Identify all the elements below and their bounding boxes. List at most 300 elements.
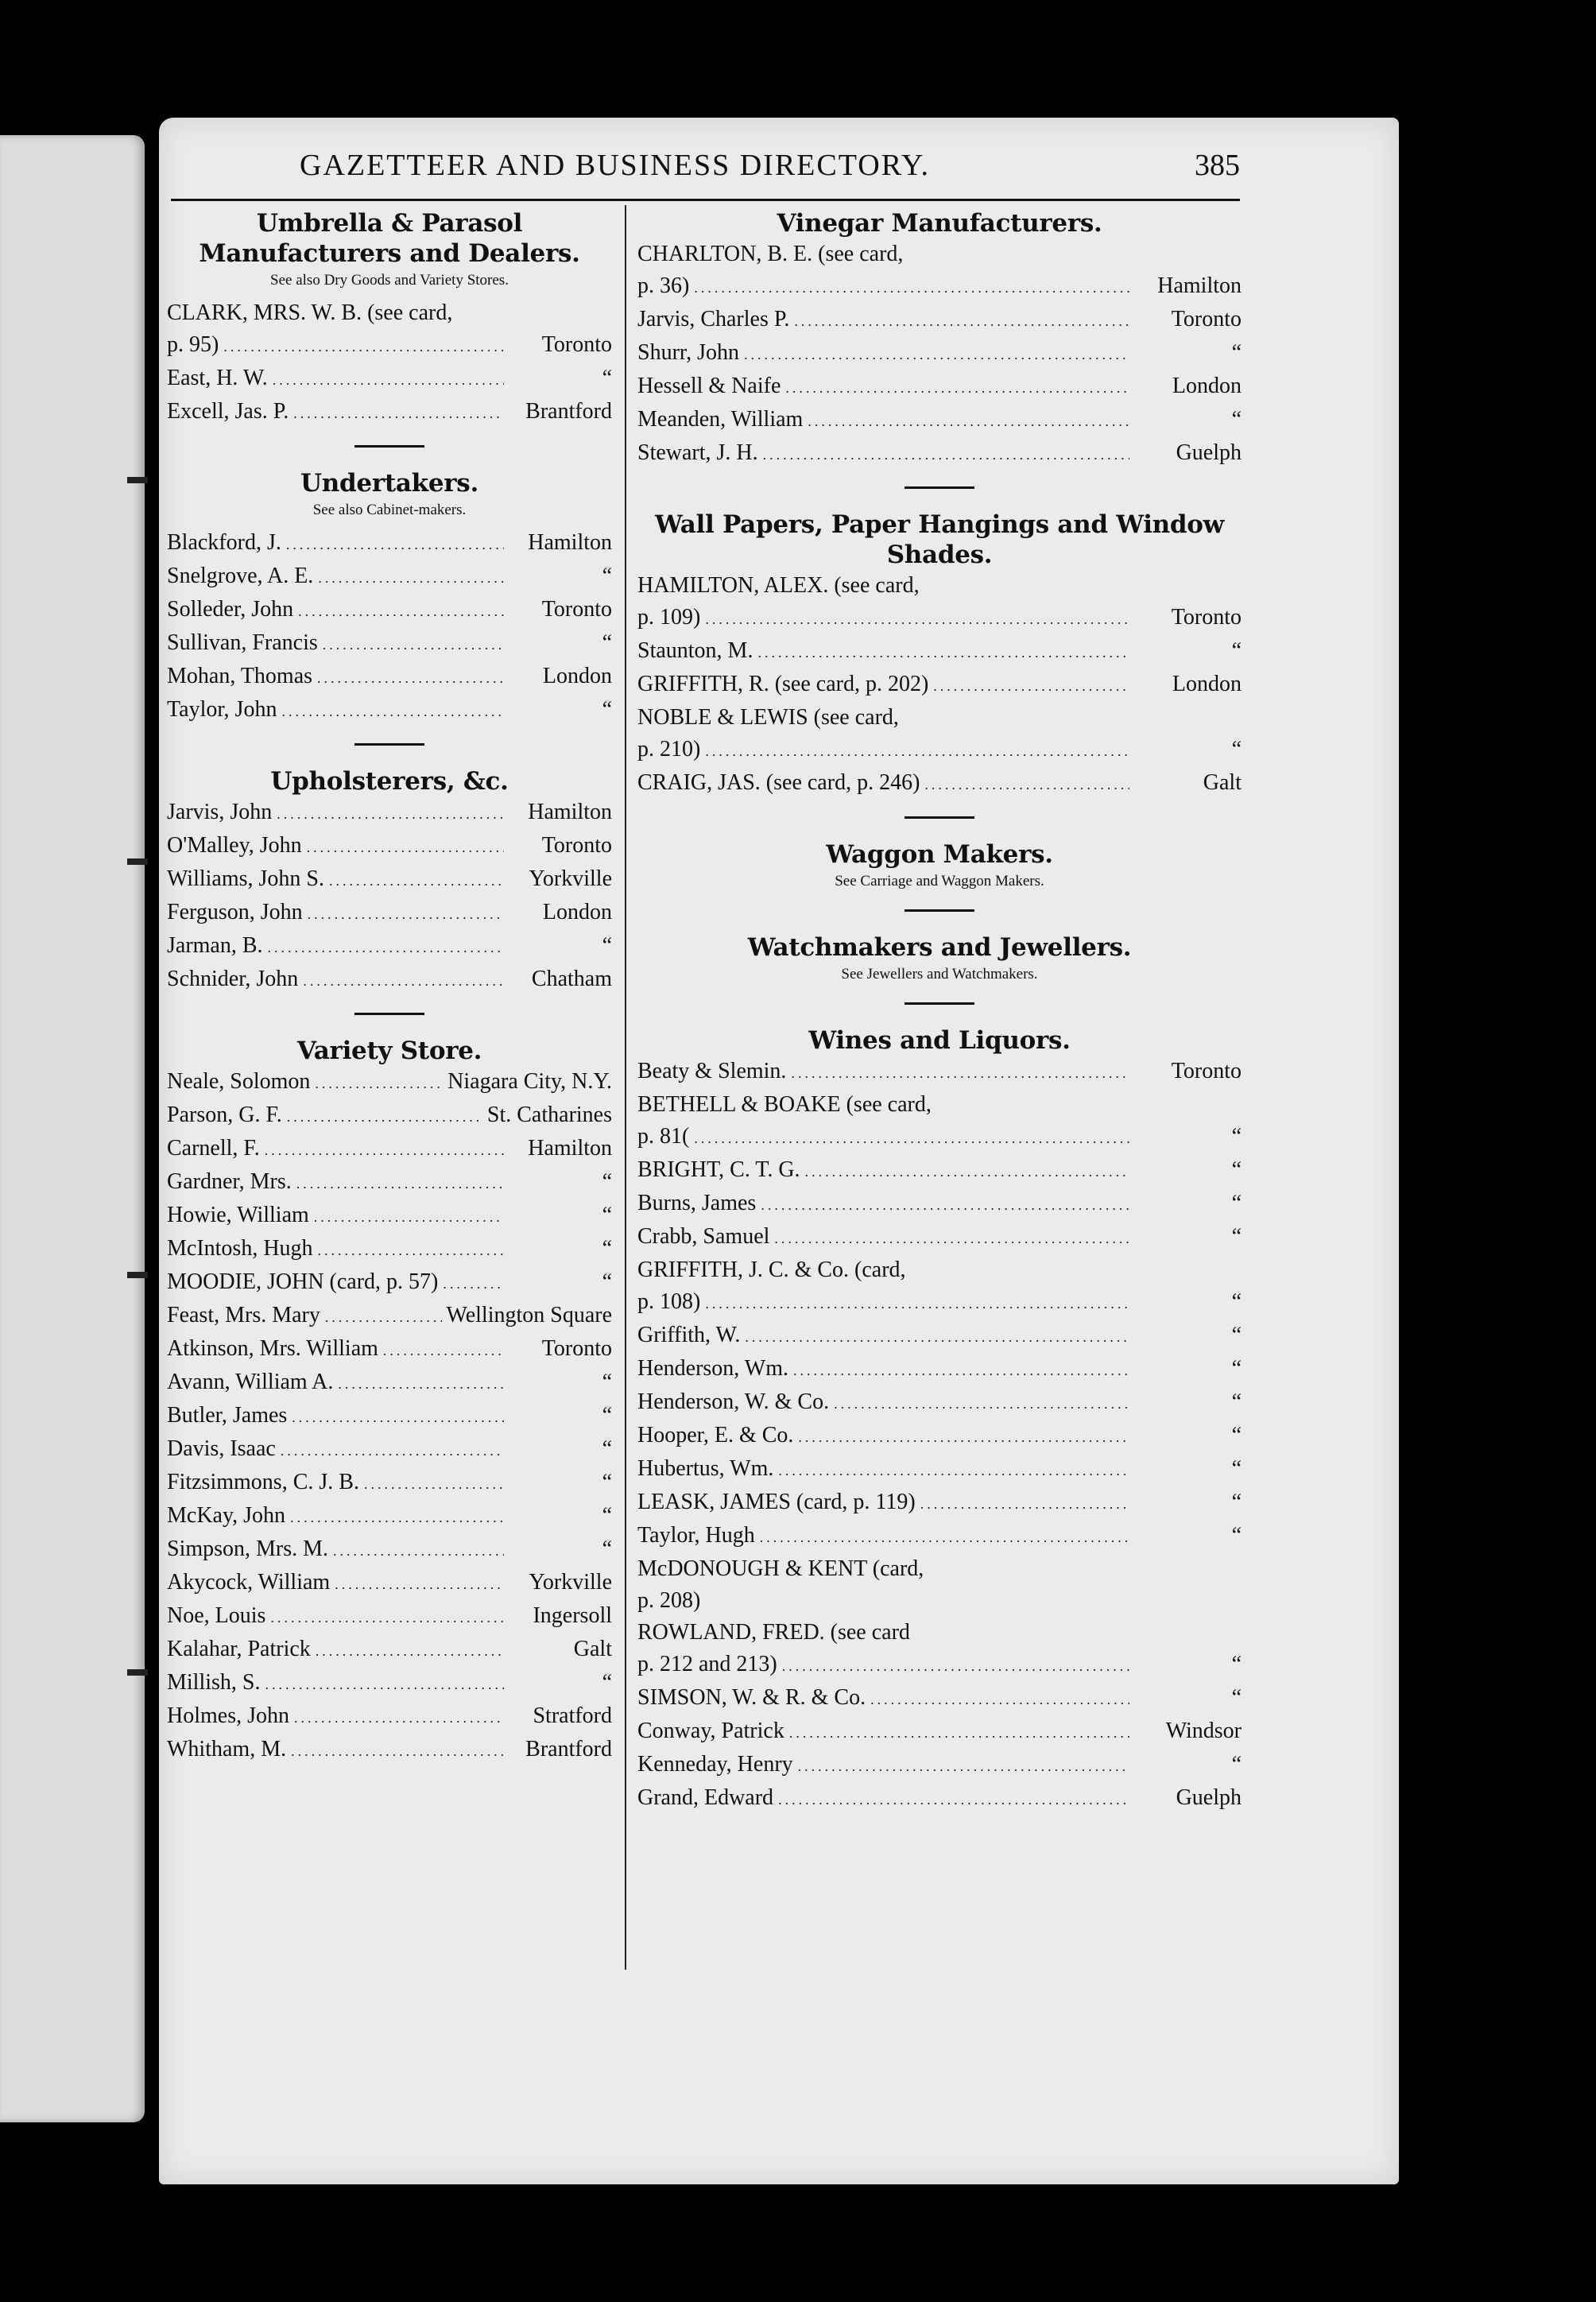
entry-location: “ [602, 1537, 612, 1561]
directory-entry [637, 1585, 1242, 1617]
directory-entry [167, 1567, 612, 1600]
dot-leader [705, 1288, 1129, 1320]
dot-leader [281, 1435, 504, 1467]
entry-name: McDONOUGH & KENT (card, [637, 1556, 924, 1581]
entry-name: Taylor, Hugh [637, 1523, 755, 1548]
entry-location: London [542, 664, 612, 688]
binding-marks [127, 477, 151, 1987]
directory-entry [637, 1353, 1242, 1386]
dot-leader [335, 1568, 504, 1600]
entry-location: “ [1231, 1389, 1242, 1414]
directory-entry [167, 362, 612, 396]
directory-entry [167, 1700, 612, 1734]
entry-location: Niagara City, N.Y. [447, 1069, 612, 1094]
entry-name: CHARLTON, B. E. (see card, [637, 242, 904, 266]
entry-location: “ [1231, 1752, 1242, 1777]
entry-name: Williams, John S. [167, 866, 324, 891]
entry-location: “ [1231, 1191, 1242, 1215]
entry-location: “ [602, 1236, 612, 1261]
entry-name: Stewart, J. H. [637, 440, 758, 465]
entry-name: Kenneday, Henry [637, 1752, 793, 1777]
entry-name: Kalahar, Patrick [167, 1637, 311, 1661]
directory-section [637, 486, 1242, 800]
entry-name: CRAIG, JAS. (see card, p. 246) [637, 770, 920, 795]
entry-name: Avann, William A. [167, 1370, 334, 1394]
dot-leader [794, 305, 1129, 337]
directory-entry [167, 1366, 612, 1400]
entry-name: Jarman, B. [167, 933, 263, 958]
directory-entry [637, 1089, 1242, 1121]
entry-location: “ [1231, 407, 1242, 432]
entry-name: Atkinson, Mrs. William [167, 1336, 378, 1361]
directory-entry [167, 1433, 612, 1467]
directory-section [637, 816, 1242, 893]
entry-location: Brantford [525, 399, 612, 424]
entry-name: p. 108) [637, 1289, 701, 1314]
entry-name: Simpson, Mrs. M. [167, 1537, 329, 1561]
entry-location: “ [1231, 638, 1242, 663]
dot-leader [744, 339, 1129, 370]
entry-location: “ [602, 630, 612, 655]
section-divider [354, 1013, 424, 1015]
dot-leader [757, 637, 1129, 669]
running-head: GAZETTEER AND BUSINESS DIRECTORY. [300, 149, 930, 182]
entry-name: Fitzsimmons, C. J. B. [167, 1470, 359, 1494]
directory-entry [167, 297, 612, 329]
entry-name: Davis, Isaac [167, 1436, 276, 1461]
page-header [171, 141, 1240, 183]
entry-name: O'Malley, John [167, 833, 302, 858]
dot-leader [763, 439, 1129, 471]
entry-location: “ [1231, 1652, 1242, 1676]
directory-entry [167, 1400, 612, 1433]
directory-entry [637, 1749, 1242, 1782]
dot-leader [316, 1635, 504, 1667]
directory-entry [167, 1133, 612, 1166]
directory-entry [167, 897, 612, 930]
entry-name: Taylor, John [167, 697, 277, 722]
entry-location: “ [1231, 1323, 1242, 1347]
dot-leader [329, 865, 504, 897]
section-heading: Undertakers. [300, 469, 478, 498]
directory-entry [637, 1682, 1242, 1715]
dot-leader [290, 1502, 504, 1533]
dot-leader [808, 405, 1129, 437]
dot-leader [287, 1101, 482, 1133]
dot-leader [782, 1650, 1129, 1682]
directory-entry [637, 304, 1242, 337]
entry-location: “ [1231, 1490, 1242, 1514]
dot-leader [694, 1122, 1129, 1154]
dot-leader [298, 595, 504, 627]
dot-leader [793, 1354, 1129, 1386]
entry-location: Hamilton [1157, 273, 1242, 298]
dot-leader [705, 735, 1129, 767]
directory-entry [637, 270, 1242, 304]
dot-leader [223, 331, 504, 362]
entry-name: Hessell & Naife [637, 374, 781, 398]
directory-entry [637, 370, 1242, 404]
directory-entry [637, 1453, 1242, 1486]
directory-entry [167, 694, 612, 727]
directory-entry [637, 1320, 1242, 1353]
entry-location: “ [602, 1470, 612, 1494]
dot-leader [338, 1368, 504, 1400]
see-also-note: See also Cabinet-makers. [312, 502, 467, 518]
directory-entry [167, 1233, 612, 1266]
entry-location: “ [602, 564, 612, 588]
dot-leader [270, 1602, 504, 1633]
entry-location: “ [1231, 1423, 1242, 1447]
section-heading: Upholsterers, &c. [270, 767, 509, 796]
entry-name: Meanden, William [637, 407, 804, 432]
directory-entry [637, 734, 1242, 767]
entry-name: Hooper, E. & Co. [637, 1423, 794, 1447]
entry-location: Toronto [1171, 1059, 1242, 1083]
entry-location: “ [1231, 737, 1242, 762]
entry-name: Schnider, John [167, 967, 299, 991]
entry-name: p. 208) [637, 1588, 701, 1613]
section-divider [354, 743, 424, 746]
section-divider [905, 1002, 974, 1005]
entry-name: Sullivan, Francis [167, 630, 318, 655]
dot-leader [694, 272, 1129, 304]
entry-location: “ [1231, 1356, 1242, 1381]
entry-location: “ [602, 1503, 612, 1528]
entry-location: Toronto [541, 597, 612, 622]
directory-entry [167, 796, 612, 830]
entry-location: Windsor [1165, 1719, 1242, 1743]
directory-entry [167, 329, 612, 362]
entry-location: London [542, 900, 612, 924]
section-divider [905, 816, 974, 819]
dot-leader [364, 1468, 504, 1500]
directory-entry [167, 1300, 612, 1333]
entry-location: Yorkville [529, 1570, 612, 1595]
right-column [637, 208, 1242, 1825]
entry-name: Holmes, John [167, 1703, 289, 1728]
dot-leader [791, 1057, 1129, 1089]
entry-name: Parson, G. F. [167, 1103, 282, 1127]
directory-section [637, 909, 1242, 986]
entry-name: McKay, John [167, 1503, 286, 1528]
entry-name: p. 95) [167, 332, 219, 357]
section-heading: Wines and Liquors. [808, 1026, 1071, 1055]
directory-entry [167, 1600, 612, 1633]
directory-entry [637, 1520, 1242, 1553]
entry-name: p. 81( [637, 1124, 690, 1149]
entry-name: Staunton, M. [637, 638, 753, 663]
directory-section [167, 445, 612, 727]
entry-location: “ [1231, 1124, 1242, 1149]
dot-leader [789, 1717, 1129, 1749]
dot-leader [834, 1388, 1129, 1420]
entry-name: East, H. W. [167, 366, 268, 390]
previous-page-edge [0, 135, 145, 2122]
entry-name: Hubertus, Wm. [637, 1456, 774, 1481]
entry-location: Hamilton [528, 800, 612, 824]
entry-location: “ [602, 933, 612, 958]
directory-entry [637, 669, 1242, 702]
entry-location: “ [1231, 1523, 1242, 1548]
entry-name: Shurr, John [637, 340, 739, 365]
dot-leader [805, 1156, 1129, 1188]
directory-entry [637, 1617, 1242, 1649]
entry-location: “ [1231, 1157, 1242, 1182]
left-column [167, 208, 612, 1777]
directory-section [167, 208, 612, 429]
entry-location: “ [602, 366, 612, 390]
entry-name: Henderson, Wm. [637, 1356, 788, 1381]
directory-entry [167, 1533, 612, 1567]
directory-entry [637, 1386, 1242, 1420]
section-heading: Watchmakers and Jewellers. [747, 933, 1132, 962]
header-rule [171, 199, 1240, 201]
directory-entry [167, 560, 612, 594]
entry-name: p. 36) [637, 273, 690, 298]
entry-location: Toronto [1171, 605, 1242, 630]
dot-leader [292, 1401, 504, 1433]
entry-name: HAMILTON, ALEX. (see card, [637, 573, 920, 598]
dot-leader [318, 562, 504, 594]
directory-entry [167, 594, 612, 627]
entry-location: Toronto [541, 332, 612, 357]
entry-location: London [1172, 672, 1242, 696]
entry-location: “ [1231, 1224, 1242, 1249]
entry-name: Feast, Mrs. Mary [167, 1303, 320, 1327]
entry-location: Wellington Square [446, 1303, 612, 1327]
directory-section [167, 743, 612, 997]
entry-location: Guelph [1176, 1785, 1242, 1810]
dot-leader [277, 798, 504, 830]
entry-location: “ [1231, 1456, 1242, 1481]
entry-name: CLARK, MRS. W. B. (see card, [167, 300, 453, 325]
directory-entry [167, 1633, 612, 1667]
dot-leader [314, 1201, 504, 1233]
directory-entry [637, 437, 1242, 471]
dot-leader [294, 1702, 504, 1734]
directory-entry [637, 1154, 1242, 1188]
directory-entry [637, 570, 1242, 602]
dot-leader [778, 1784, 1129, 1816]
entry-name: Griffith, W. [637, 1323, 741, 1347]
directory-entry [167, 1266, 612, 1300]
entry-name: Ferguson, John [167, 900, 303, 924]
entry-name: Grand, Edward [637, 1785, 774, 1810]
entry-name: LEASK, JAMES (card, p. 119) [637, 1490, 916, 1514]
entry-name: Blackford, J. [167, 530, 281, 555]
directory-entry [637, 1254, 1242, 1286]
dot-leader [745, 1321, 1129, 1353]
entry-location: Hamilton [528, 1136, 612, 1161]
entry-name: SIMSON, W. & R. & Co. [637, 1685, 866, 1710]
dot-leader [774, 1223, 1129, 1254]
directory-entry [167, 1667, 612, 1700]
entry-location: Toronto [1171, 307, 1242, 331]
directory-entry [637, 1486, 1242, 1520]
entry-name: Gardner, Mrs. [167, 1169, 292, 1194]
entry-name: GRIFFITH, R. (see card, p. 202) [637, 672, 929, 696]
entry-location: St. Catharines [486, 1103, 612, 1127]
dot-leader [265, 1134, 504, 1166]
directory-entry [637, 404, 1242, 437]
entry-location: Hamilton [528, 530, 612, 555]
dot-leader [933, 670, 1129, 702]
section-divider [354, 445, 424, 448]
entry-location: “ [602, 1269, 612, 1294]
directory-entry [637, 767, 1242, 800]
entry-name: Solleder, John [167, 597, 294, 622]
directory-entry [167, 1467, 612, 1500]
entry-name: Jarvis, John [167, 800, 273, 824]
dot-leader [317, 662, 504, 694]
section-heading: Variety Store. [296, 1037, 482, 1065]
entry-name: Beaty & Slemin. [637, 1059, 787, 1083]
entry-location: Chatham [531, 967, 612, 991]
entry-name: GRIFFITH, J. C. & Co. (card, [637, 1258, 906, 1282]
directory-entry [637, 1420, 1242, 1453]
directory-entry [167, 661, 612, 694]
dot-leader [265, 1668, 504, 1700]
directory-entry [637, 238, 1242, 270]
entry-location: Brantford [525, 1737, 612, 1761]
see-also-note: See Jewellers and Watchmakers. [841, 966, 1038, 982]
entry-location: Yorkville [529, 866, 612, 891]
section-heading: Wall Papers, Paper Hangings and Window Shades. [654, 510, 1225, 569]
see-also-note: See also Dry Goods and Variety Stores. [270, 272, 509, 289]
entry-name: BETHELL & BOAKE (see card, [637, 1092, 932, 1117]
entry-location: “ [602, 1670, 612, 1695]
directory-entry [167, 527, 612, 560]
entry-name: Noe, Louis [167, 1603, 266, 1628]
page-number: 385 [1195, 149, 1240, 182]
entry-location: London [1172, 374, 1242, 398]
directory-entry [637, 702, 1242, 734]
section-heading: Vinegar Manufacturers. [777, 209, 1102, 238]
directory-entry [167, 1166, 612, 1199]
entry-name: Snelgrove, A. E. [167, 564, 314, 588]
entry-name: BRIGHT, C. T. G. [637, 1157, 800, 1182]
dot-leader [307, 831, 504, 863]
directory-entry [637, 337, 1242, 370]
dot-leader [293, 397, 504, 429]
dot-leader [785, 372, 1129, 404]
entry-name: Neale, Solomon [167, 1069, 311, 1094]
directory-section [637, 1002, 1242, 1816]
dot-leader [920, 1488, 1129, 1520]
directory-entry [167, 396, 612, 429]
entry-location: Ingersoll [533, 1603, 612, 1628]
directory-entry [637, 1121, 1242, 1154]
dot-leader [798, 1750, 1129, 1782]
entry-name: Conway, Patrick [637, 1719, 784, 1743]
entry-location: “ [1231, 1289, 1242, 1314]
dot-leader [924, 769, 1129, 800]
entry-location: Galt [573, 1637, 612, 1661]
dot-leader [273, 364, 504, 396]
directory-entry [637, 1782, 1242, 1816]
entry-location: “ [1231, 1685, 1242, 1710]
dot-leader [333, 1535, 504, 1567]
dot-leader [325, 1301, 442, 1333]
directory-entry [167, 1066, 612, 1099]
entry-name: Henderson, W. & Co. [637, 1389, 830, 1414]
dot-leader [303, 965, 504, 997]
entry-name: Crabb, Samuel [637, 1224, 770, 1249]
entry-name: Akycock, William [167, 1570, 331, 1595]
dot-leader [778, 1455, 1129, 1486]
dot-leader [291, 1735, 504, 1767]
section-divider [905, 909, 974, 912]
column-divider [625, 205, 626, 1970]
directory-entry [637, 1553, 1242, 1585]
directory-entry [167, 1199, 612, 1233]
entry-name: Excell, Jas. P. [167, 399, 289, 424]
dot-leader [323, 629, 504, 661]
directory-entry [167, 863, 612, 897]
entry-name: McIntosh, Hugh [167, 1236, 313, 1261]
dot-leader [318, 1234, 504, 1266]
directory-entry [167, 627, 612, 661]
dot-leader [761, 1189, 1129, 1221]
entry-location: Stratford [533, 1703, 612, 1728]
dot-leader [870, 1684, 1129, 1715]
entry-name: Mohan, Thomas [167, 664, 313, 688]
directory-entry [637, 1056, 1242, 1089]
entry-location: “ [1231, 340, 1242, 365]
entry-name: NOBLE & LEWIS (see card, [637, 705, 899, 730]
entry-name: p. 212 and 213) [637, 1652, 777, 1676]
entry-name: MOODIE, JOHN (card, p. 57) [167, 1269, 439, 1294]
directory-entry [637, 1715, 1242, 1749]
entry-name: p. 109) [637, 605, 701, 630]
entry-name: ROWLAND, FRED. (see card [637, 1620, 910, 1645]
dot-leader [798, 1421, 1129, 1453]
dot-leader [296, 1168, 504, 1199]
entry-name: Howie, William [167, 1203, 309, 1227]
entry-location: “ [602, 1370, 612, 1394]
dot-leader [760, 1521, 1129, 1553]
section-heading: Waggon Makers. [826, 840, 1053, 869]
directory-entry [637, 1188, 1242, 1221]
entry-name: p. 210) [637, 737, 701, 762]
entry-name: Butler, James [167, 1403, 288, 1428]
see-also-note: See Carriage and Waggon Makers. [835, 873, 1044, 889]
section-divider [905, 486, 974, 489]
entry-name: Whitham, M. [167, 1737, 287, 1761]
directory-section [167, 1013, 612, 1767]
dot-leader [308, 898, 504, 930]
directory-entry [167, 930, 612, 963]
entry-location: “ [602, 697, 612, 722]
entry-name: Carnell, F. [167, 1136, 260, 1161]
directory-entry [167, 1333, 612, 1366]
directory-entry [167, 1099, 612, 1133]
directory-entry [637, 1649, 1242, 1682]
dot-leader [286, 529, 504, 560]
entry-location: “ [602, 1169, 612, 1194]
directory-entry [167, 830, 612, 863]
directory-entry [637, 1221, 1242, 1254]
dot-leader [443, 1268, 504, 1300]
entry-location: Galt [1203, 770, 1242, 795]
entry-location: “ [602, 1203, 612, 1227]
directory-entry [637, 635, 1242, 669]
section-heading: Umbrella & Parasol Manufacturers and Dealers. [199, 209, 580, 268]
entry-name: Jarvis, Charles P. [637, 307, 790, 331]
entry-location: Guelph [1176, 440, 1242, 465]
entry-location: Toronto [541, 1336, 612, 1361]
